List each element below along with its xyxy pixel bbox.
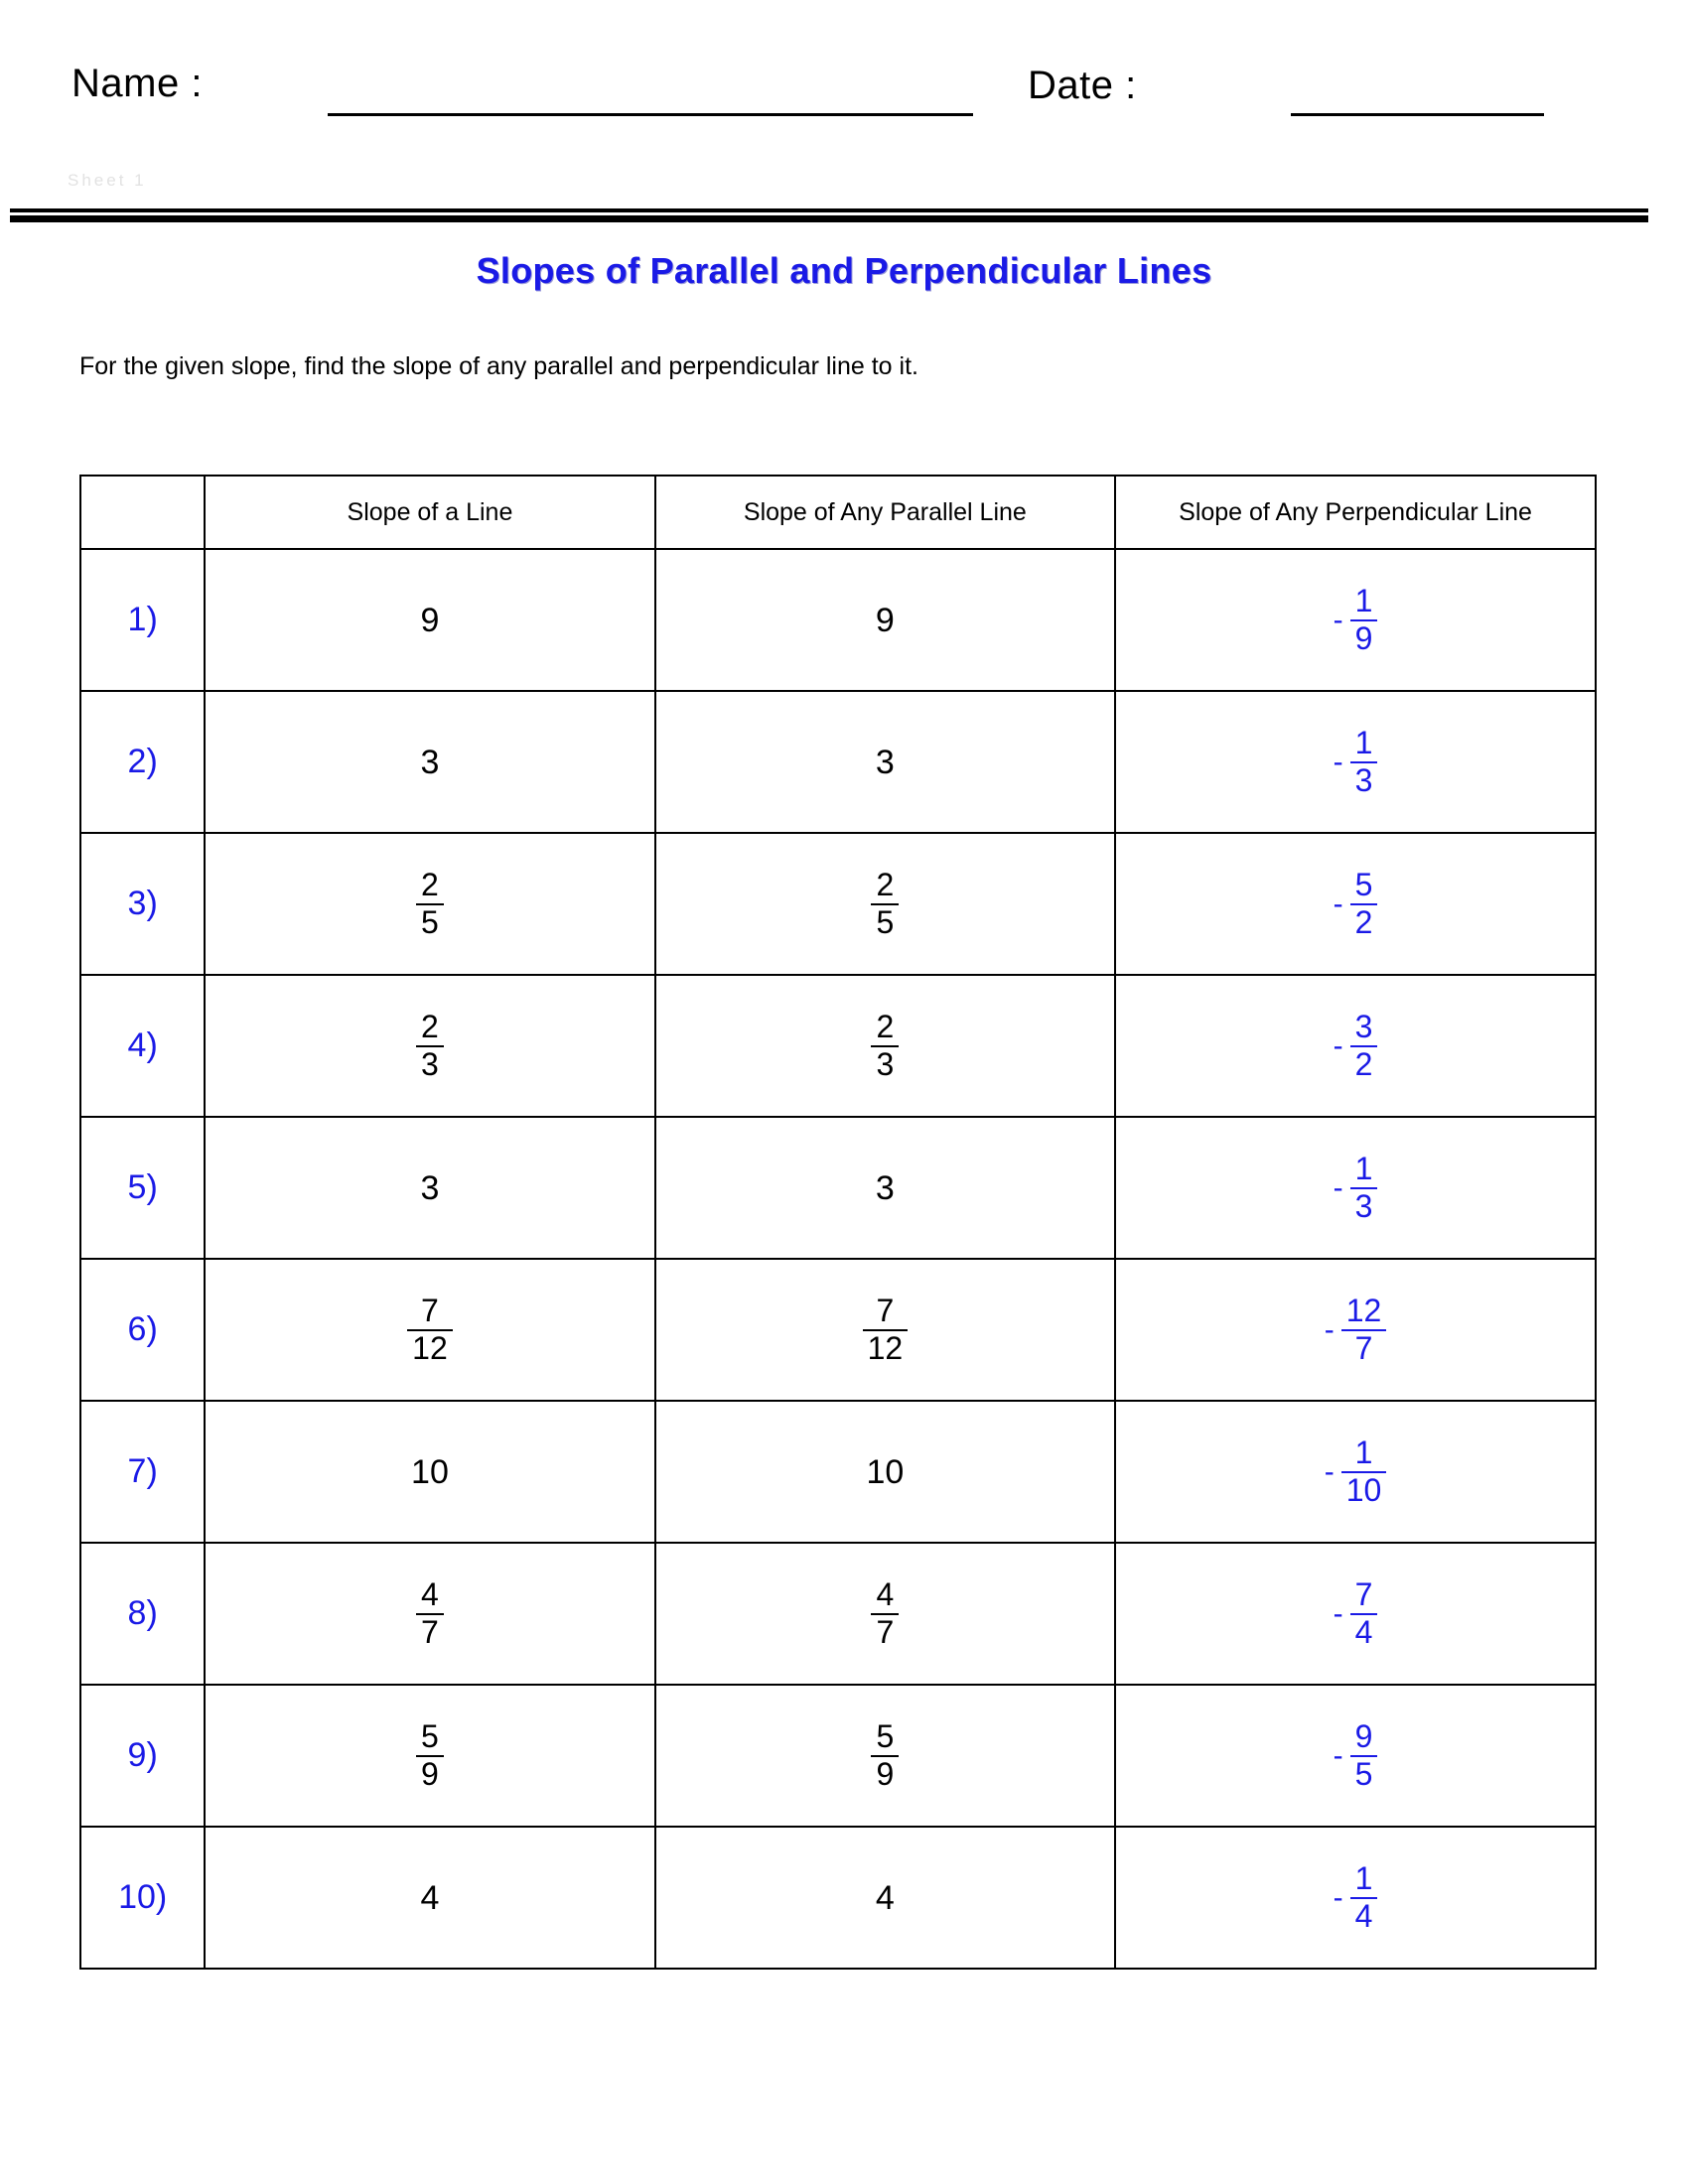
fraction-numerator: 1	[1350, 585, 1378, 621]
cell-perpendicular-slope[interactable]	[1115, 1827, 1596, 1969]
date-input-line[interactable]	[1291, 113, 1544, 116]
negative-sign: -	[1333, 745, 1343, 778]
cell-parallel-slope[interactable]	[655, 1117, 1116, 1259]
name-input-line[interactable]	[328, 113, 973, 116]
fraction-numerator: 7	[863, 1295, 909, 1331]
fraction-denominator: 3	[1354, 1187, 1373, 1224]
row-number: 4)	[80, 975, 205, 1117]
row-number: 2)	[80, 691, 205, 833]
row-number: 6)	[80, 1259, 205, 1401]
cell-parallel-slope[interactable]	[655, 549, 1116, 691]
table-row	[80, 691, 1596, 833]
cell-perpendicular-slope[interactable]	[1115, 1259, 1596, 1401]
table-header	[80, 476, 1596, 549]
fraction-denominator: 10	[1345, 1471, 1382, 1508]
value-whole: 10	[866, 1452, 905, 1491]
fraction-numerator: 5	[871, 1720, 899, 1757]
fraction-numerator: 2	[871, 1011, 899, 1047]
row-number: 5)	[80, 1117, 205, 1259]
cell-parallel-slope[interactable]	[655, 1543, 1116, 1685]
cell-slope	[205, 1401, 654, 1543]
cell-slope	[205, 549, 654, 691]
fraction	[416, 1575, 444, 1650]
cell-perpendicular-slope[interactable]	[1115, 1685, 1596, 1827]
negative-sign: -	[1333, 1028, 1343, 1062]
cell-parallel-slope[interactable]	[655, 1827, 1116, 1969]
fraction	[871, 1717, 899, 1792]
fraction	[407, 1292, 453, 1366]
fraction	[1350, 1575, 1378, 1650]
fraction-denominator: 9	[1354, 619, 1373, 656]
fraction	[1350, 1150, 1378, 1224]
fraction	[416, 1717, 444, 1792]
cell-slope	[205, 1259, 654, 1401]
cell-parallel-slope[interactable]	[655, 833, 1116, 975]
negative-sign: -	[1333, 603, 1343, 636]
value-whole: 9	[875, 601, 895, 639]
fraction	[1350, 1008, 1378, 1082]
row-number: 3)	[80, 833, 205, 975]
fraction-denominator: 2	[1354, 903, 1373, 940]
fraction	[863, 1292, 909, 1366]
fraction	[1341, 1433, 1387, 1508]
fraction-numerator: 1	[1341, 1436, 1387, 1473]
value-whole: 9	[420, 601, 440, 639]
cell-perpendicular-slope[interactable]	[1115, 1543, 1596, 1685]
fraction-denominator: 2	[1354, 1045, 1373, 1082]
cell-parallel-slope[interactable]	[655, 1259, 1116, 1401]
column-header-perpendicular: Slope of Any Perpendicular Line	[1115, 476, 1596, 549]
fraction-numerator: 2	[416, 869, 444, 905]
negative-sign: -	[1333, 1880, 1343, 1914]
fraction-numerator: 4	[871, 1578, 899, 1615]
column-header-parallel: Slope of Any Parallel Line	[655, 476, 1116, 549]
row-number: 1)	[80, 549, 205, 691]
slopes-table	[79, 475, 1597, 1970]
table-row	[80, 1827, 1596, 1969]
table-row	[80, 1685, 1596, 1827]
value-whole: 10	[411, 1452, 449, 1491]
column-header-index	[80, 476, 205, 549]
fraction-denominator: 7	[1354, 1329, 1373, 1366]
cell-parallel-slope[interactable]	[655, 1685, 1116, 1827]
fraction-denominator: 3	[1354, 761, 1373, 798]
fraction-denominator: 4	[1354, 1897, 1373, 1934]
fraction-numerator: 2	[871, 869, 899, 905]
cell-slope	[205, 691, 654, 833]
row-number: 10)	[80, 1827, 205, 1969]
fraction-denominator: 7	[421, 1613, 439, 1650]
cell-parallel-slope[interactable]	[655, 1401, 1116, 1543]
fraction-denominator: 3	[421, 1045, 439, 1082]
fraction	[871, 1575, 899, 1650]
fraction-numerator: 2	[416, 1011, 444, 1047]
negative-sign: -	[1333, 1170, 1343, 1204]
fraction-numerator: 3	[1350, 1011, 1378, 1047]
table-row	[80, 975, 1596, 1117]
table-row	[80, 1117, 1596, 1259]
worksheet-header	[0, 62, 1688, 131]
fraction-denominator: 5	[1354, 1755, 1373, 1792]
cell-slope	[205, 1685, 654, 1827]
row-number: 7)	[80, 1401, 205, 1543]
fraction-denominator: 5	[876, 903, 895, 940]
fraction-denominator: 4	[1354, 1613, 1373, 1650]
row-number: 9)	[80, 1685, 205, 1827]
value-whole: 3	[875, 1168, 895, 1207]
negative-sign: -	[1324, 1454, 1335, 1488]
instructions-text: For the given slope, find the slope of any parallel and perpendicular line to it.	[79, 352, 918, 380]
cell-slope	[205, 975, 654, 1117]
fraction-numerator: 1	[1350, 1862, 1378, 1899]
fraction-numerator: 7	[407, 1295, 453, 1331]
cell-perpendicular-slope[interactable]	[1115, 549, 1596, 691]
row-number: 8)	[80, 1543, 205, 1685]
table-header-row	[80, 476, 1596, 549]
fraction-denominator: 9	[876, 1755, 895, 1792]
cell-perpendicular-slope[interactable]	[1115, 833, 1596, 975]
cell-perpendicular-slope[interactable]	[1115, 1401, 1596, 1543]
title-divider	[10, 208, 1648, 222]
negative-sign: -	[1333, 887, 1343, 920]
value-whole: 4	[420, 1878, 440, 1917]
fraction	[1350, 866, 1378, 940]
fraction-numerator: 4	[416, 1578, 444, 1615]
negative-sign: -	[1324, 1312, 1335, 1346]
table-row	[80, 1401, 1596, 1543]
cell-perpendicular-slope[interactable]	[1115, 691, 1596, 833]
fraction-numerator: 1	[1350, 727, 1378, 763]
fraction	[416, 866, 444, 940]
fraction	[1341, 1292, 1387, 1366]
negative-sign: -	[1333, 1738, 1343, 1772]
value-whole: 3	[420, 1168, 440, 1207]
fraction	[871, 1008, 899, 1082]
cell-parallel-slope[interactable]	[655, 691, 1116, 833]
page-title: Slopes of Parallel and Perpendicular Lines	[476, 250, 1212, 291]
sheet-watermark: Sheet 1	[68, 171, 147, 190]
fraction-numerator: 1	[1350, 1153, 1378, 1189]
value-whole: 3	[875, 743, 895, 781]
fraction-numerator: 5	[1350, 869, 1378, 905]
fraction-numerator: 5	[416, 1720, 444, 1757]
table-body	[80, 549, 1596, 1969]
fraction	[416, 1008, 444, 1082]
fraction	[1350, 582, 1378, 656]
cell-slope	[205, 1117, 654, 1259]
value-whole: 3	[420, 743, 440, 781]
fraction-numerator: 7	[1350, 1578, 1378, 1615]
fraction-denominator: 5	[421, 903, 439, 940]
cell-perpendicular-slope[interactable]	[1115, 975, 1596, 1117]
fraction-denominator: 7	[876, 1613, 895, 1650]
value-whole: 4	[875, 1878, 895, 1917]
fraction-denominator: 12	[412, 1329, 448, 1366]
negative-sign: -	[1333, 1596, 1343, 1630]
fraction	[1350, 724, 1378, 798]
fraction	[1350, 1717, 1378, 1792]
fraction-denominator: 3	[876, 1045, 895, 1082]
table-row	[80, 1259, 1596, 1401]
table-row	[80, 549, 1596, 691]
cell-slope	[205, 1543, 654, 1685]
column-header-slope: Slope of a Line	[205, 476, 654, 549]
name-label: Name :	[71, 62, 203, 105]
cell-parallel-slope[interactable]	[655, 975, 1116, 1117]
cell-slope	[205, 1827, 654, 1969]
fraction	[1350, 1859, 1378, 1934]
fraction-numerator: 9	[1350, 1720, 1378, 1757]
date-label: Date :	[1028, 64, 1137, 107]
fraction-numerator: 12	[1341, 1295, 1387, 1331]
cell-perpendicular-slope[interactable]	[1115, 1117, 1596, 1259]
fraction-denominator: 12	[867, 1329, 904, 1366]
fraction	[871, 866, 899, 940]
table-row	[80, 1543, 1596, 1685]
table-row	[80, 833, 1596, 975]
cell-slope	[205, 833, 654, 975]
fraction-denominator: 9	[421, 1755, 439, 1792]
